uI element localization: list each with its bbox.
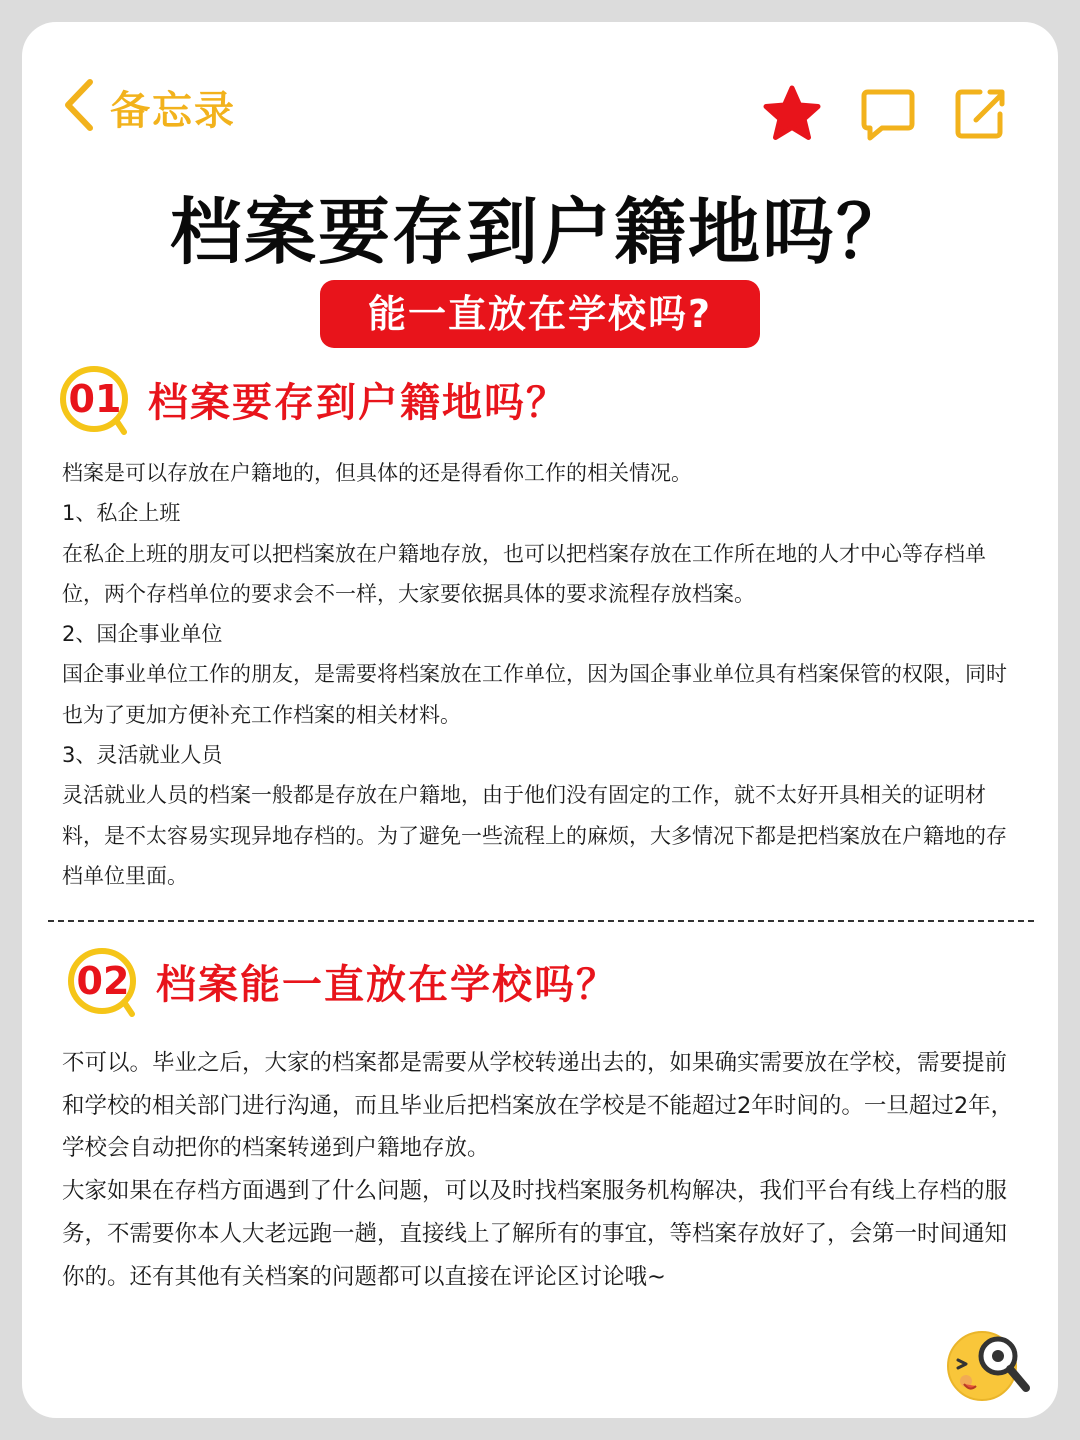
section-01-header (58, 362, 568, 436)
section-title: 档案要存到户籍地吗？ (148, 379, 568, 426)
dashed-divider (48, 920, 1034, 922)
paragraph: 档案是可以存放在户籍地的，但具体的还是得看你工作的相关情况。 (62, 461, 692, 485)
section-01-body (62, 453, 1022, 896)
share-icon[interactable] (950, 84, 1010, 144)
list-heading: 1、私企上班 (62, 501, 181, 526)
star-icon[interactable] (762, 84, 822, 144)
paragraph: 大家如果在存档方面遇到了什么问题，可以及时找档案服务机构解决，我们平台有线上存档的服务，不需要你本人大老远跑一趟，直接线上了解所有的事宜，等档案存放好了，会第一时间通知你的。还有其他有关档案的问题都可以直接在评论区讨论哦~ (62, 1178, 1008, 1290)
paragraph: 国企事业单位工作的朋友，是需要将档案放在工作单位，因为国企事业单位具有档案保管的权限，同时也为了更加方便补充工作档案的相关材料。 (62, 662, 1007, 727)
section-02-header (66, 944, 618, 1018)
subtitle-pill: 能一直放在学校吗? (320, 280, 760, 348)
list-heading: 2、国企事业单位 (62, 622, 223, 647)
comment-icon[interactable] (858, 84, 918, 144)
page-title: 档案要存到户籍地吗？ (169, 190, 910, 274)
chevron-left-icon (62, 78, 96, 136)
note-card (22, 22, 1058, 1418)
back-button[interactable] (62, 78, 236, 136)
paragraph: 不可以。毕业之后，大家的档案都是需要从学校转递出去的，如果确实需要放在学校，需要提前和学校的相关部门进行沟通，而且毕业后把档案放在学校是不能超过2年时间的。一旦超过2年，学校会自动把你的档案转递到户籍地存放。 (62, 1050, 1014, 1162)
section-number-badge (66, 944, 140, 1018)
section-number: 01 (68, 377, 122, 421)
back-label: 备忘录 (110, 87, 236, 134)
paragraph: 在私企上班的朋友可以把档案放在户籍地存放，也可以把档案存放在工作所在地的人才中心等存档单位，两个存档单位的要求会不一样，大家要依据具体的要求流程存放档案。 (62, 541, 986, 606)
paragraph: 灵活就业人员的档案一般都是存放在户籍地，由于他们没有固定的工作，就不太好开具相关的证明材料，是不太容易实现异地存档的。为了避免一些流程上的麻烦，大多情况下都是把档案放在户籍地的存档单位里面。 (62, 783, 1007, 888)
nav-bar (22, 22, 1058, 162)
section-title: 档案能一直放在学校吗？ (156, 961, 618, 1008)
emoji-magnifier-icon (946, 1326, 1032, 1402)
section-number: 02 (76, 959, 130, 1003)
section-02-body (62, 1042, 1022, 1298)
section-number-badge (58, 362, 132, 436)
list-heading: 3、灵活就业人员 (62, 743, 223, 768)
